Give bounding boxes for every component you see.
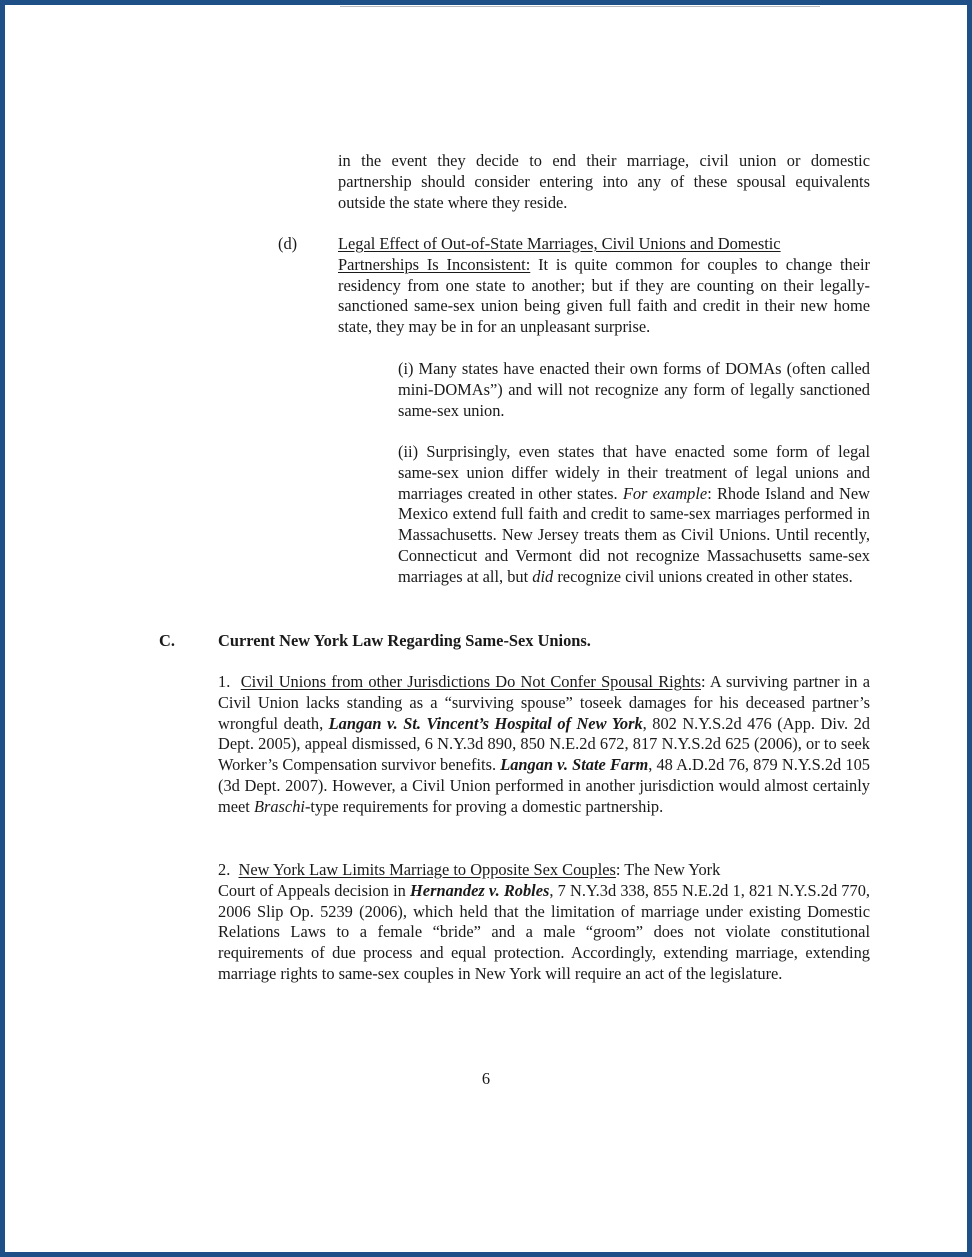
paragraph-1-text-3: , 48 A.D.2d 76, 879 N.Y.S.2d 105 (3d Dept. 2007). However, a Civil Union performed in another jurisdiction would almost certainly meet: [218, 755, 870, 816]
section-d-heading-line2: Partnerships Is Inconsistent:: [338, 254, 531, 274]
paragraph-2: [218, 860, 870, 985]
item-i-text: (i) Many states have enacted their own forms of DOMAs (often called mini-DOMAs”) and will not recognize any form of legally sanctioned same-sex union.: [398, 359, 870, 420]
item-i-paragraph: [398, 359, 870, 421]
paragraph-2-first-line: [218, 860, 870, 881]
section-d-body-block: [338, 255, 870, 338]
case-citation-langan-state-farm: Langan v. State Farm: [500, 755, 649, 775]
item-ii-example-label: For example: [622, 483, 708, 503]
paragraph-1-text-1: : A surviving partner in a Civil Union lacks standing as a “surviving spouse” toseek damages for his deceased partner’s wrongful death,: [218, 672, 870, 733]
paragraph-2-body: [218, 881, 870, 985]
item-ii-did: did: [532, 566, 554, 586]
section-d-body: It is quite common for couples to change their residency from one state to another; but if they are counting on their legally-sanctioned same-sex union being given full faith and credit in their new home state, they may be in for an unpleasant surprise.: [338, 254, 871, 337]
paragraph-1-number: 1.: [218, 672, 231, 691]
case-citation-hernandez-robles: Hernandez v. Robles: [410, 880, 550, 900]
paragraph-2-text-2: Court of Appeals decision in: [218, 880, 406, 900]
item-ii-part1: (ii) Surprisingly, even states that have enacted some form of legal same-sex union differ widely in their treatment of legal unions and marriages created in other states.: [398, 442, 870, 503]
paragraph-1-text-4: -type requirements for proving a domestic partnership.: [304, 796, 664, 816]
section-d-label: (d): [278, 234, 298, 253]
section-c-heading: Current New York Law Regarding Same-Sex Unions.: [218, 631, 591, 650]
continuation-paragraph: [338, 151, 870, 213]
paragraph-2-text-3: , 7 N.Y.3d 338, 855 N.E.2d 1, 821 N.Y.S.2d 770, 2006 Slip Op. 5239 (2006), which held that the limitation of marriage under existing Domestic Relations Laws to a female “bride” and a male “groom” does not violate constitutional requirements of due process and equal protection. Accordingly, extending marriage, extending marriage rights to same-sex couples in New York will require an act of the legislature.: [218, 880, 870, 983]
scan-edge-line: [340, 6, 820, 7]
section-d-paragraph: [338, 234, 870, 338]
item-ii-paragraph: [398, 442, 870, 588]
page-number: 6: [481, 1069, 491, 1088]
section-c-label: C.: [159, 631, 175, 650]
paragraph-1-heading: Civil Unions from other Jurisdictions Do Not Confer Spousal Rights: [240, 672, 701, 691]
case-reference-braschi: Braschi: [253, 796, 305, 816]
item-ii-part3: recognize civil unions created in other states.: [557, 566, 853, 586]
section-d-heading-line1: Legal Effect of Out-of-State Marriages, Civil Unions and Domestic: [338, 234, 781, 253]
paragraph-1: [218, 672, 870, 818]
case-citation-langan-st-vincents: Langan v. St. Vincent’s Hospital of New York: [328, 713, 643, 733]
paragraph-2-heading: New York Law Limits Marriage to Opposite Sex Couples: [238, 860, 616, 879]
paragraph-1-text-2: , 802 N.Y.S.2d 476 (App. Div. 2d Dept. 2005), appeal dismissed, 6 N.Y.3d 890, 850 N.E.2d 672, 817 N.Y.S.2d 625 (2006), or to seek Worker’s Compensation survivor benefits.: [218, 713, 870, 775]
item-ii-part2: : Rhode Island and New Mexico extend full faith and credit to same-sex marriages performed in Massachusetts. New Jersey treats them as Civil Unions. Until recently, Connecticut and Vermont did not recognize Massachusetts same-sex marriages at all, but: [398, 483, 870, 586]
paragraph-2-text-1: : The New York: [615, 860, 721, 879]
paragraph-2-number: 2.: [218, 860, 231, 879]
continuation-text: in the event they decide to end their marriage, civil union or domestic partnership should consider entering into any of these spousal equivalents outside the state where they reside.: [338, 151, 870, 212]
